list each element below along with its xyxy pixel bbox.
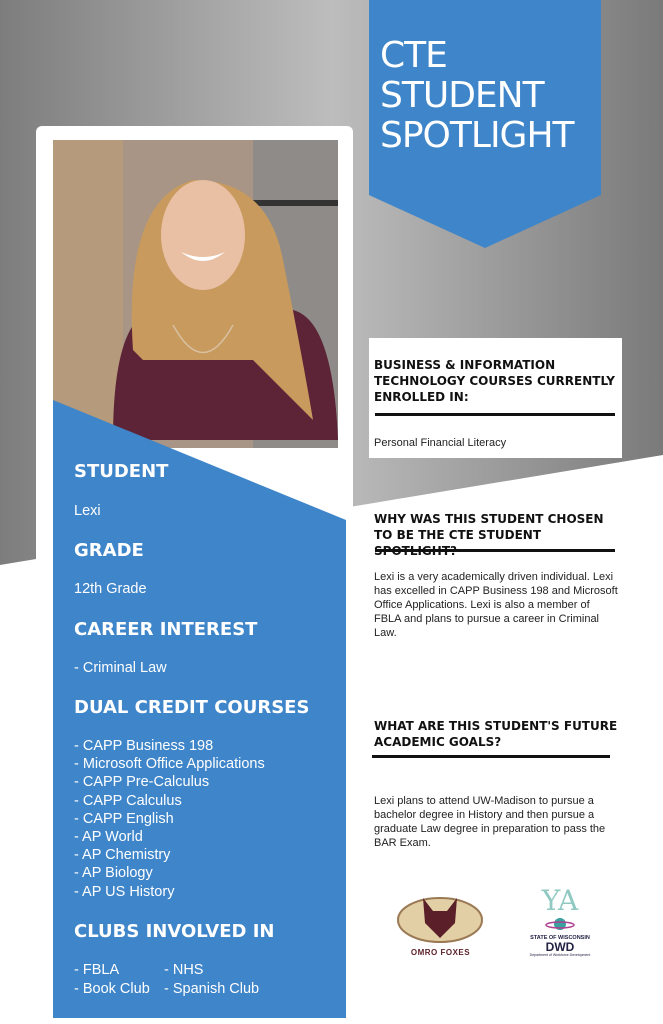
dwd-subtitle: Department of Workforce Development [529, 953, 591, 957]
dual-credit-label: DUAL CREDIT COURSES [74, 697, 310, 718]
page-title [380, 36, 574, 156]
student-name: Lexi [74, 503, 101, 519]
course-item: - AP US History [74, 883, 175, 900]
why-heading: WHY WAS THIS STUDENT CHOSEN TO BE THE CTE STUDENT [374, 512, 604, 542]
course-item: - Microsoft Office Applications [74, 756, 265, 773]
globe-icon [545, 918, 575, 930]
dwd-logo [525, 885, 595, 960]
omro-logo-text: OMRO FOXES [410, 948, 471, 957]
title-line: SPOTLIGHT [380, 115, 574, 156]
career-value: - Criminal Law [74, 660, 167, 676]
goals-text: Lexi plans to attend UW-Madison to pursue a bachelor degree in History and then pursue a graduate Law degree in preparation to pass the BAR Exam. [374, 795, 606, 849]
career-label: CAREER INTEREST [74, 619, 258, 640]
club-item: - Spanish Club [164, 980, 260, 997]
course-list [74, 737, 265, 901]
dwd-text: DWD [545, 940, 575, 954]
course-item: - AP World [74, 829, 143, 846]
club-item: - NHS [164, 962, 204, 978]
dwd-state: STATE OF WISCONSIN [530, 935, 590, 941]
why-text: Lexi is a very academically driven individual. Lexi has excelled in CAPP Business 198 and Microsoft Office Applications. Lexi is also a member of FBLA and plans to pursue a career in Criminal Law. [374, 571, 618, 639]
divider [372, 755, 610, 758]
grade-label: GRADE [74, 540, 144, 561]
divider [375, 549, 615, 552]
goals-heading: WHAT ARE THIS STUDENT'S FUTURE ACADEMIC GOALS? [374, 719, 618, 749]
fox-icon [393, 893, 488, 943]
course-item: - CAPP Pre-Calculus [74, 774, 210, 791]
club-list [74, 961, 259, 998]
course-item: - AP Biology [74, 865, 153, 882]
title-line: STUDENT [380, 75, 544, 116]
grade-value: 12th Grade [74, 581, 147, 597]
divider [375, 413, 615, 416]
clubs-label: CLUBS INVOLVED IN [74, 921, 275, 942]
bit-heading: BUSINESS & INFORMATION TECHNOLOGY COURSES CURRENTLY ENROLLED IN: [374, 358, 615, 404]
title-line: CTE [380, 35, 447, 76]
omro-foxes-logo [393, 893, 488, 959]
course-item: - AP Chemistry [74, 847, 171, 864]
bit-value: Personal Financial Literacy [374, 437, 507, 449]
club-item: - Book Club [74, 980, 150, 997]
student-label: STUDENT [74, 461, 169, 482]
ya-mark: YA [541, 884, 579, 917]
course-item: - CAPP Business 198 [74, 738, 214, 754]
course-item: - CAPP English [74, 810, 174, 827]
club-item: - FBLA [74, 962, 120, 978]
course-item: - CAPP Calculus [74, 792, 182, 809]
